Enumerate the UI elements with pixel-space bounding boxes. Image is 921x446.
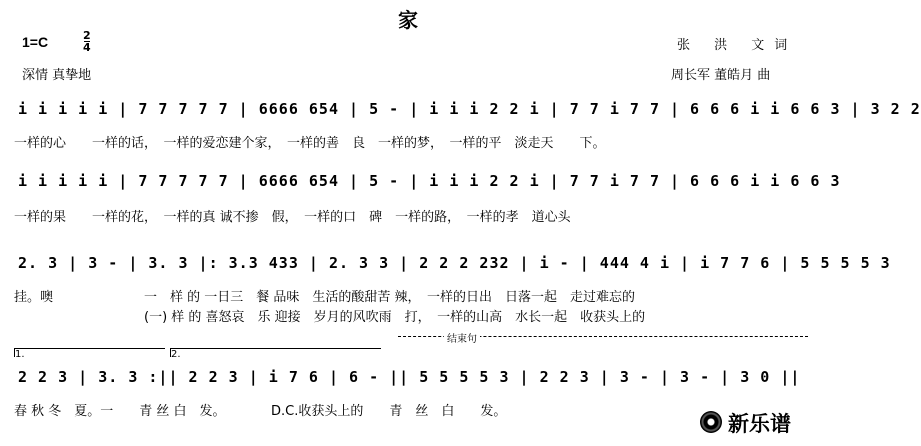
time-signature-bottom: 4 (83, 41, 91, 54)
site-logo: 新乐谱 (728, 412, 791, 436)
notation-row-3: 2. 3 | 3 - | 3. 3 |: 3.3 433 | 2. 3 3 | 2 2 2 232 | i - | 444 4 i | i 7 7 6 | 5 5 5 5 3 (18, 254, 891, 272)
lyrics-row-3-verse-2: (一) 样 的 喜怒哀 乐 迎接 岁月的风吹雨 打， 一样的山高 水长一起 收获头上的 (14, 310, 646, 325)
lyrics-row-2: 一样的果 一样的花， 一样的真 诚不掺 假， 一样的口 碑 一样的路， 一样的孝 道心头 (14, 210, 571, 225)
coda-label: 结束句 (444, 330, 480, 345)
notation-row-4: 2 2 3 | 3. 3 :|| 2 2 3 | i 7 6 | 6 - || 5 5 5 5 3 | 2 2 3 | 3 - | 3 - | 3 0 || (18, 368, 801, 386)
key-signature: 1=C (22, 34, 49, 50)
composer-credit: 周长军 董皓月 曲 (671, 68, 771, 83)
lyrics-row-1: 一样的心 一样的话， 一样的爱恋建个家， 一样的善 良 一样的梦， 一样的平 淡走天 下。 (14, 136, 606, 151)
notation-row-1: i i i i i | 7 7 7 7 7 | 6666 654 | 5 - | i i i 2 2 i | 7 7 i 7 7 | 6 6 6 i i 6 6 3 | 3 2 2 (18, 100, 921, 118)
notation-row-2: i i i i i | 7 7 7 7 7 | 6666 654 | 5 - | i i i 2 2 i | 7 7 i 7 7 | 6 6 6 i i 6 6 3 (18, 172, 841, 190)
first-ending-bracket (14, 348, 165, 360)
second-ending-label: 2. (171, 349, 181, 360)
lyrics-row-3-verse-1: 挂。噢 一 样 的 一日三 餐 品味 生活的酸甜苦 辣， 一样的日出 日落一起 走过难忘的 (14, 290, 636, 305)
lyricist-credit: 张 洪 文词 (677, 38, 798, 53)
logo-disc-icon (700, 411, 722, 433)
second-ending-bracket (170, 348, 381, 360)
lyrics-row-4: 春 秋 冬 夏。一 青 丝 白 发。 D.C.收获头上的 青 丝 白 发。 (14, 404, 507, 419)
time-signature (83, 30, 91, 53)
time-signature-top: 2 (83, 29, 91, 42)
expression-mark: 深情 真挚地 (22, 68, 92, 83)
song-title: 家 (398, 8, 418, 32)
first-ending-label: 1. (15, 349, 25, 360)
